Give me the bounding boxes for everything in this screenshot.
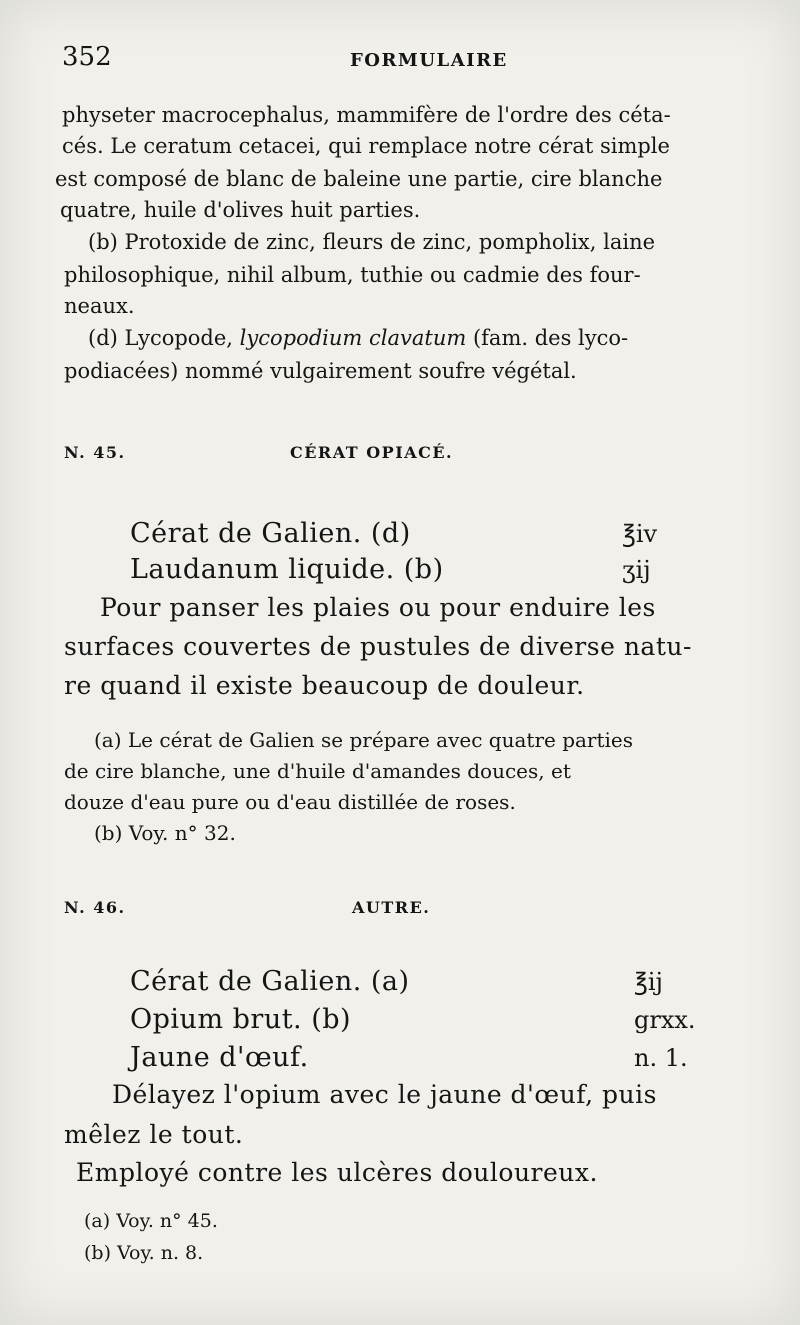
- ingredient-46-2-dose: grxx.: [634, 1006, 696, 1034]
- section-46-title: AUTRE.: [352, 898, 431, 917]
- section-45-text-2: surfaces couvertes de pustules de diverse natu-: [64, 632, 692, 661]
- ingredient-46-3-name: Jaune d'œuf.: [130, 1042, 309, 1073]
- ingredient-45-2-dose: ʒij: [622, 556, 651, 584]
- section-45-note-1: (a) Le cérat de Galien se prépare avec quatre parties: [94, 728, 634, 752]
- intro-line-8a: (d) Lycopode,: [88, 326, 233, 350]
- section-46-note-1: (a) Voy. n° 45.: [84, 1210, 218, 1232]
- intro-line-7: neaux.: [64, 294, 135, 318]
- section-45-text-1: Pour panser les plaies ou pour enduire les: [100, 593, 656, 622]
- ingredient-45-1-dose: ℥iv: [622, 520, 658, 548]
- intro-line-8c: (fam. des lyco-: [472, 326, 629, 350]
- ingredient-46-2-name: Opium brut. (b): [130, 1004, 352, 1035]
- section-46-text-1: Délayez l'opium avec le jaune d'œuf, puis: [112, 1080, 657, 1109]
- intro-line-5: (b) Protoxide de zinc, fleurs de zinc, pompholix, laine: [88, 230, 656, 254]
- ingredient-46-3-dose: n. 1.: [634, 1044, 688, 1072]
- section-46-note-2: (b) Voy. n. 8.: [84, 1242, 204, 1264]
- section-46-text-3: Employé contre les ulcères douloureux.: [76, 1158, 598, 1187]
- intro-line-8: [88, 326, 628, 350]
- intro-line-1: physeter macrocephalus, mammifère de l'ordre des céta-: [62, 103, 671, 127]
- running-title: FORMULAIRE: [350, 50, 508, 71]
- intro-line-8b: lycopodium clavatum: [239, 326, 467, 350]
- section-46-number: N. 46.: [64, 898, 126, 917]
- section-45-note-4: (b) Voy. n° 32.: [94, 821, 236, 845]
- ingredient-46-1-name: Cérat de Galien. (a): [130, 966, 410, 997]
- intro-line-4: quatre, huile d'olives huit parties.: [60, 198, 421, 222]
- intro-line-9: podiacées) nommé vulgairement soufre végétal.: [64, 359, 577, 383]
- ingredient-45-1-name: Cérat de Galien. (d): [130, 518, 411, 549]
- intro-line-2: cés. Le ceratum cetacei, qui remplace notre cérat simple: [62, 134, 670, 158]
- page-number: 352: [62, 42, 112, 72]
- section-45-number: N. 45.: [64, 443, 126, 462]
- ingredient-45-2-name: Laudanum liquide. (b): [130, 554, 444, 585]
- ingredient-46-1-dose: ℥ij: [634, 968, 663, 996]
- section-45-note-2: de cire blanche, une d'huile d'amandes douces, et: [64, 759, 571, 783]
- section-45-title: CÉRAT OPIACÉ.: [290, 443, 454, 462]
- section-45-note-3: douze d'eau pure ou d'eau distillée de roses.: [64, 790, 516, 814]
- section-45-text-3: re quand il existe beaucoup de douleur.: [64, 671, 585, 700]
- section-46-text-2: mêlez le tout.: [64, 1120, 244, 1149]
- intro-line-6: philosophique, nihil album, tuthie ou cadmie des four-: [64, 263, 641, 287]
- intro-line-3: est composé de blanc de baleine une partie, cire blanche: [55, 167, 663, 191]
